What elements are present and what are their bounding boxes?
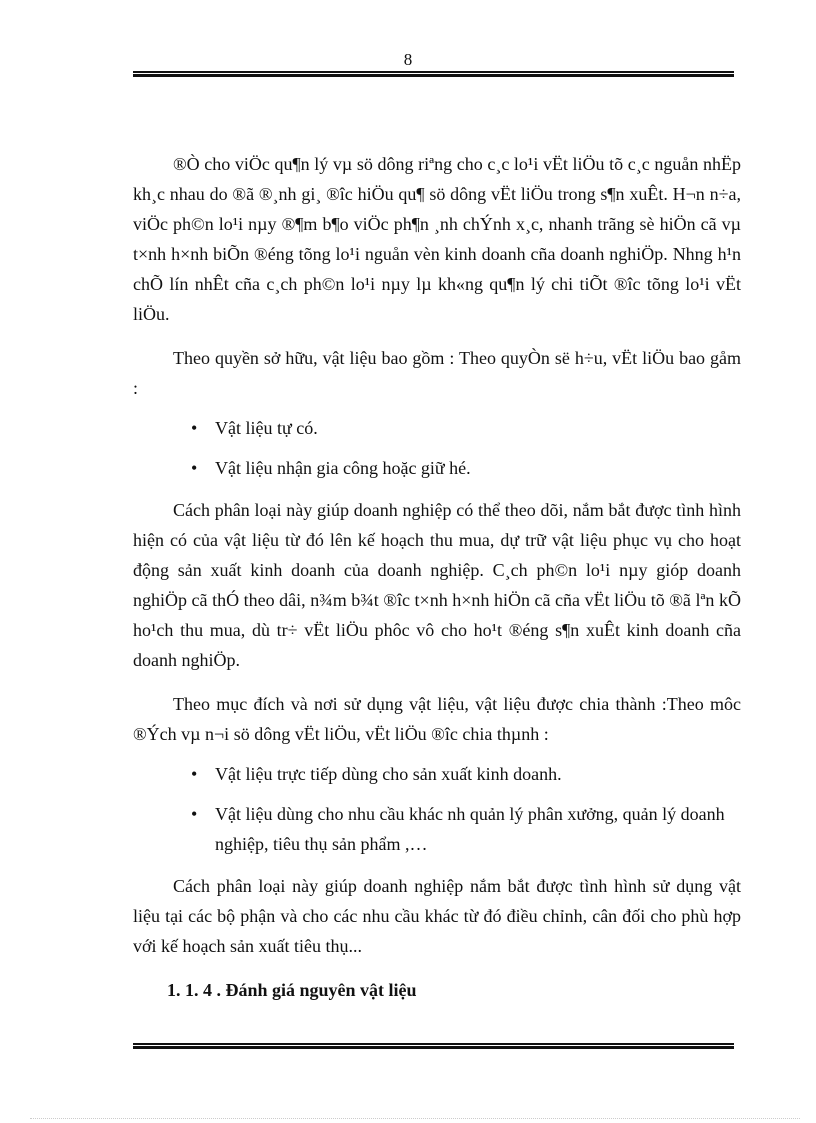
paragraph-purpose-classification: Theo mục đích và nơi sử dụng vật liệu, vật liệu được chia thành :Theo môc ®Ých vµ n¬i sö dông vËt liÖu, vËt liÖu ®îc chia thµnh :: [133, 694, 741, 744]
list-item: • Vật liệu nhận gia công hoặc giữ hé.: [133, 453, 741, 483]
ownership-bullet-list: [133, 413, 741, 483]
list-item: • Vật liệu trực tiếp dùng cho sản xuất kinh doanh.: [133, 759, 741, 789]
page-number: 8: [403, 50, 413, 69]
list-item: • Vật liệu tự có.: [133, 413, 741, 443]
list-item: • Vật liệu dùng cho nhu cầu khác nh quản lý phân xưởng, quản lý doanh nghiệp, tiêu thụ sản phẩm ,…: [133, 799, 741, 859]
page-edge-divider: [30, 1118, 800, 1119]
document-body: [133, 149, 741, 1005]
paragraph-classification-benefit: Cách phân loại này giúp doanh nghiệp có thể theo dõi, nắm bắt được tình hình hiện có của vật liệu từ đó lên kế hoạch thu mua, dự trữ vật liệu phục vụ cho hoạt động sản xuất kinh doanh của doanh nghiệp. C¸ch ph©n lo¹i nµy gióp doanh nghiÖp cã thÓ theo dâi, n¾m b¾t ®îc t×nh h×nh hiÖn cã cña vËt liÖu tõ ®ã lªn kÕ ho¹ch thu mua, dù tr÷ vËt liÖu phôc vô cho ho¹t ®éng s¶n xuÊt kinh doanh cña doanh nghiÖp.: [133, 500, 741, 670]
paragraph-ownership-classification: Theo quyền sở hữu, vật liệu bao gồm : Theo quyÒn së h÷u, vËt liÖu bao gåm :: [133, 348, 741, 398]
paragraph-material-management: ®Ò cho viÖc qu¶n lý vµ sö dông riªng cho c¸c lo¹i vËt liÖu tõ c¸c nguån nhËp kh¸c nhau do ®ã ®¸nh gi¸ ®îc hiÖu qu¶ sö dông vËt liÖu trong s¶n xuÊt. H¬n n÷a, viÖc ph©n lo¹i nµy ®¶m b¶o viÖc ph¶n ¸nh chÝnh x¸c, nhanh trãng sè hiÖn cã vµ t×nh h×nh biÕn ®éng tõng lo¹i nguån vèn kinh doanh cña doanh nghiÖp. Nhng h¹n chÕ lín nhÊt cña c¸ch ph©n lo¹i nµy lµ kh«ng qu¶n lý chi tiÕt ®îc tõng lo¹i vËt liÖu.: [133, 154, 741, 324]
paragraph-usage-tracking: Cách phân loại này giúp doanh nghiệp nắm bắt được tình hình sử dụng vật liệu tại các bộ phận và cho các nhu cầu khác từ đó điều chỉnh, cân đối cho phù hợp với kế hoạch sản xuất tiêu thụ...: [133, 876, 741, 956]
footer-rule: [133, 1043, 734, 1049]
section-heading: 1. 1. 4 . Đánh giá nguyên vật liệu: [167, 980, 417, 1000]
header-rule: [133, 71, 734, 77]
purpose-bullet-list: [133, 759, 741, 859]
